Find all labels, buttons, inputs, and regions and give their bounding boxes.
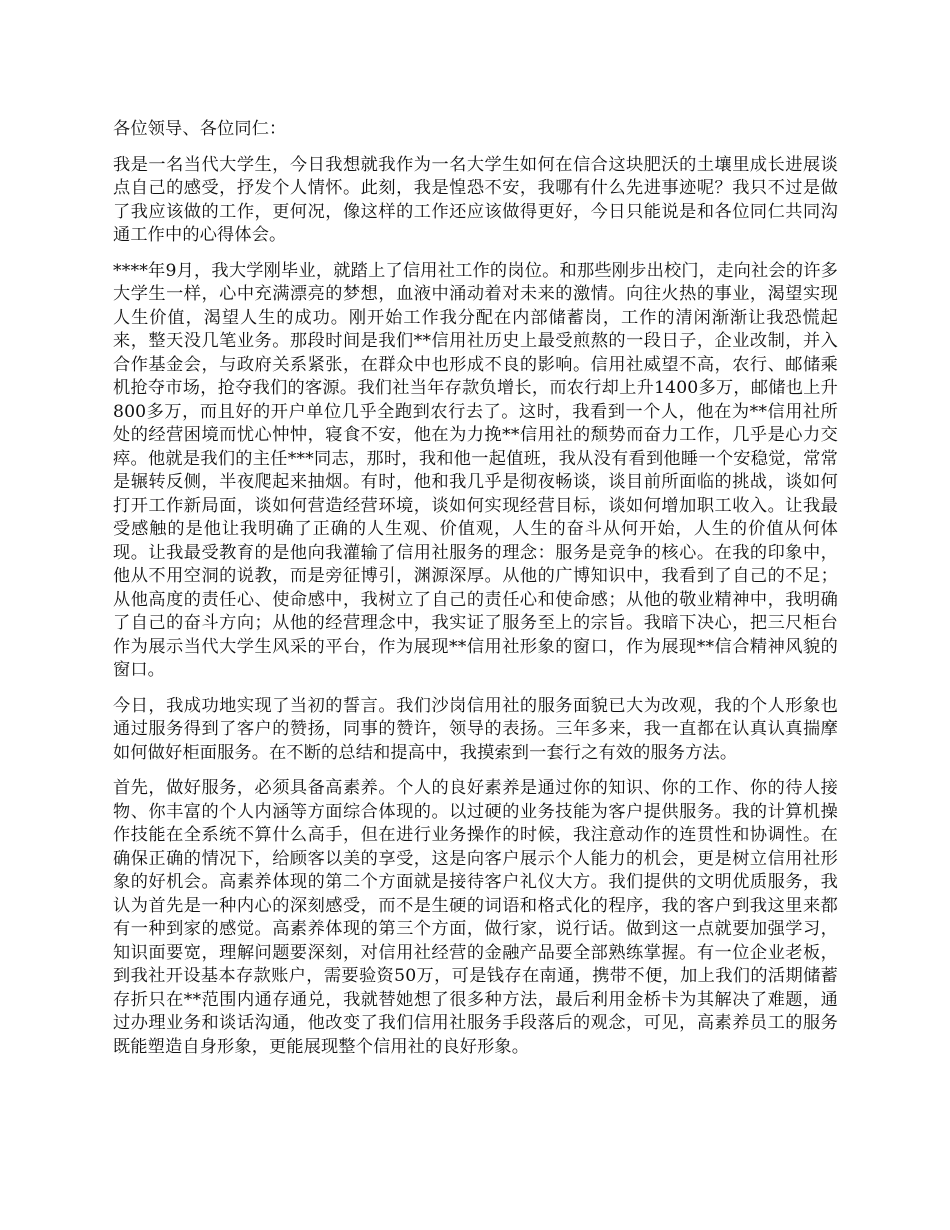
- salutation: 各位领导、各位同仁：: [113, 119, 287, 139]
- document-body: [113, 118, 838, 1071]
- paragraph-intro: 我是一名当代大学生，今日我想就我作为一名大学生如何在信合这块肥沃的土壤里成长进展谈点自己的感受，抒发个人情怀。此刻，我是惶恐不安，我哪有什么先进事迹呢？我只不过是做了我应该做的工作，更何况，像这样的工作还应该做得更好，今日只能说是和各位同仁共同沟通工作中的心得体会。: [113, 154, 838, 245]
- paragraph-today: 今日，我成功地实现了当初的誓言。我们沙岗信用社的服务面貌已大为改观，我的个人形象也通过服务得到了客户的赞扬，同事的赞许，领导的表扬。三年多来，我一直都在认真认真揣摩如何做好柜面服务。在不断的总结和提高中，我摸索到一套行之有效的服务方法。: [113, 695, 838, 763]
- paragraph-story: ****年9月，我大学刚毕业，就踏上了信用社工作的岗位。和那些刚步出校门，走向社会的许多大学生一样，心中充满漂亮的梦想，血液中涌动着对未来的激情。向往火热的事业，渴望实现人生价值，渴望人生的成功。刚开始工作我分配在内部储蓄岗，工作的清闲渐渐让我恐慌起来，整天没几笔业务。那段时间是我们**信用社历史上最受煎熬的一段日子，企业改制，并入合作基金会，与政府关系紧张，在群众中也形成不良的影响。信用社威望不高，农行、邮储乘机抢夺市场，抢夺我们的客源。我们社当年存款负增长，而农行却上升1400多万，邮储也上升800多万，而且好的开户单位几乎全跑到农行去了。这时，我看到一个人，他在为**信用社所处的经营困境而忧心忡忡，寝食不安，他在为力挽**信用社的颓势而奋力工作，几乎是心力交瘁。他就是我们的主任***同志，那时，我和他一起值班，我从没有看到他睡一个安稳觉，常常是辗转反侧，半夜爬起来抽烟。有时，他和我几乎是彻夜畅谈，谈目前所面临的挑战，谈如何打开工作新局面，谈如何营造经营环境，谈如何实现经营目标，谈如何增加职工收入。让我最受感触的是他让我明确了正确的人生观、价值观，人生的奋斗从何开始，人生的价值从何体现。让我最受教育的是他向我灌输了信用社服务的理念：服务是竞争的核心。在我的印象中，他从不用空洞的说教，而是旁征博引，渊源深厚。从他的广博知识中，我看到了自己的不足；从他高度的责任心、使命感中，我树立了自己的责任心和使命感；从他的敬业精神中，我明确了自己的奋斗方向；从他的经营理念中，我实证了服务至上的宗旨。我暗下决心，把三尺柜台作为展示当代大学生风采的平台，作为展现**信用社形象的窗口，作为展现**信合精神风貌的窗口。: [113, 260, 838, 680]
- paragraph-first: 首先，做好服务，必须具备高素养。个人的良好素养是通过你的知识、你的工作、你的待人接物、你丰富的个人内涵等方面综合体现的。以过硬的业务技能为客户提供服务。我的计算机操作技能在全系统不算什么高手，但在进行业务操作的时候，我注意动作的连贯性和协调性。在确保正确的情况下，给顾客以美的享受，这是向客户展示个人能力的机会，更是树立信用社形象的好机会。高素养体现的第二个方面就是接待客户礼仪大方。我们提供的文明优质服务，我认为首先是一种内心的深刻感受，而不是生硬的词语和格式化的程序，我的客户到我这里来都有一种到家的感觉。高素养体现的第三个方面，做行家，说行话。做到这一点就要加强学习，知识面要宽，理解问题要深刻，对信用社经营的金融产品要全部熟练掌握。有一位企业老板，到我社开设基本存款账户，需要验资50万，可是钱存在南通，携带不便，加上我们的活期储蓄存折只在**范围内通存通兑，我就替她想了很多种方法，最后利用金桥卡为其解决了难题，通过办理业务和谈话沟通，他改变了我们信用社服务手段落后的观念，可见，高素养员工的服务既能塑造自身形象，更能展现整个信用社的良好形象。: [113, 778, 838, 1057]
